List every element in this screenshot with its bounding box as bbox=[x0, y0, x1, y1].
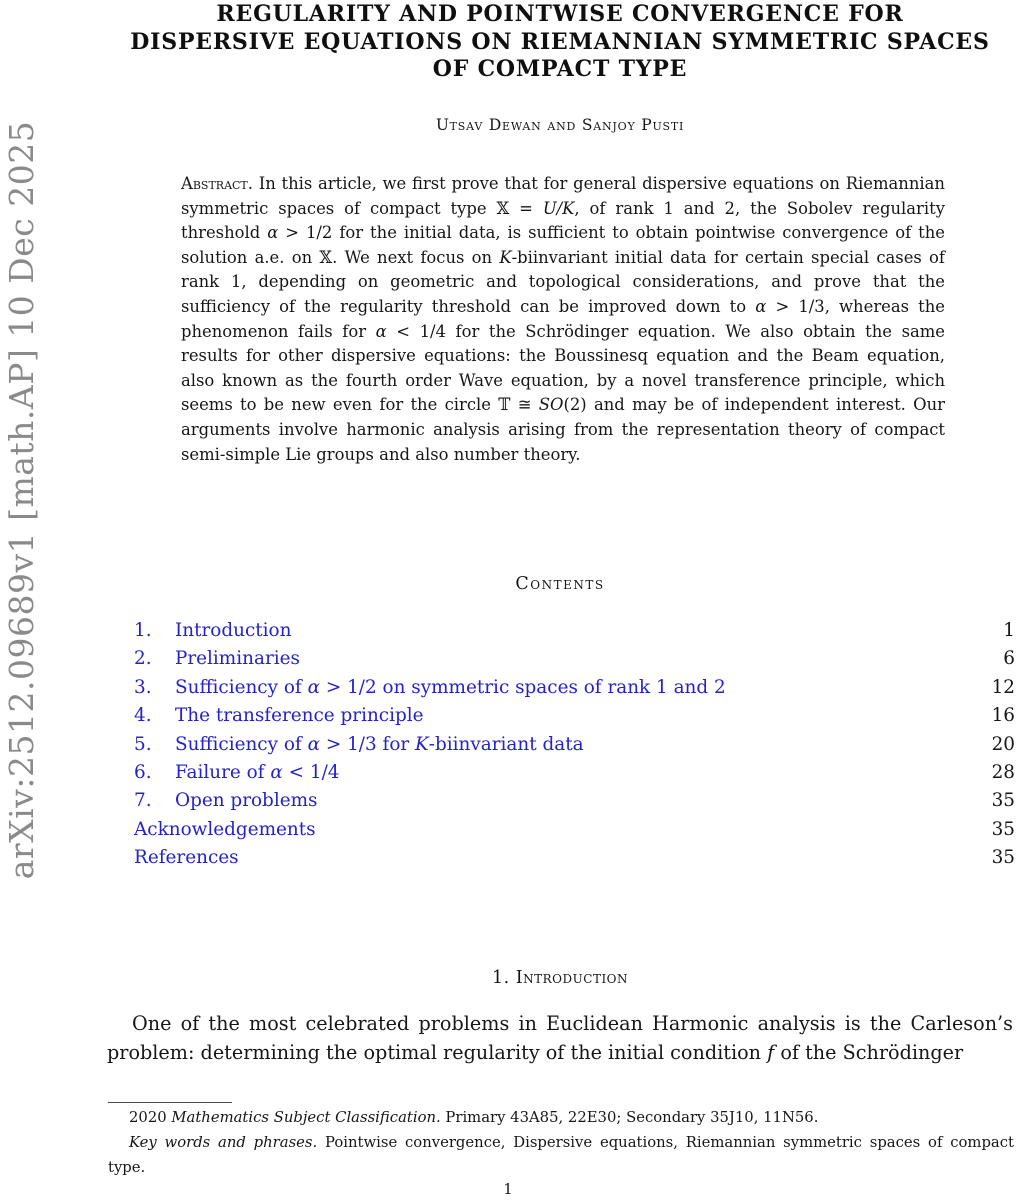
text-run: Preliminaries bbox=[175, 648, 300, 670]
text-run: 𝕋 ≅ bbox=[498, 395, 539, 415]
text-run: Pointwise convergence, Dispersive equations, Riemannian symmetric spaces of compact type. bbox=[108, 1133, 1014, 1176]
text-run: > 1/3, whereas the phenomenon fails for bbox=[181, 296, 945, 341]
arxiv-stamp-text: arXiv:2512.09689v1 [math.AP] 10 Dec 2025 bbox=[2, 120, 41, 880]
toc-link[interactable] bbox=[134, 645, 300, 673]
text-run: α bbox=[267, 223, 279, 243]
text-run: α bbox=[375, 321, 387, 341]
toc-entry bbox=[134, 731, 1015, 759]
toc-entry bbox=[134, 787, 1015, 815]
arxiv-stamp bbox=[0, 110, 44, 890]
title-line-3: OF COMPACT TYPE bbox=[432, 56, 688, 82]
text-run: Open problems bbox=[175, 790, 318, 812]
toc-entry-number: 3. bbox=[134, 676, 152, 698]
toc-entry-number: 7. bbox=[134, 790, 152, 812]
toc-entry-number: 4. bbox=[134, 705, 152, 727]
text-run: Primary 43A85, 22E30; Secondary 35J10, 11N56. bbox=[440, 1109, 819, 1126]
text-run: The transference principle bbox=[175, 705, 424, 727]
toc-link[interactable] bbox=[134, 787, 317, 815]
msc-footnote bbox=[108, 1106, 1014, 1131]
toc-page-number: 20 bbox=[991, 733, 1015, 755]
text-run: Key words and phrases. bbox=[129, 1133, 318, 1151]
text-run: Abstract. bbox=[181, 174, 253, 193]
toc-link[interactable] bbox=[134, 702, 424, 730]
paper-title bbox=[106, 1, 1014, 84]
title-line-2: DISPERSIVE EQUATIONS ON RIEMANNIAN SYMMETRIC SPACES bbox=[130, 28, 990, 55]
text-run: K bbox=[415, 733, 429, 755]
text-run: α bbox=[755, 296, 767, 316]
toc-entry bbox=[134, 844, 1015, 872]
toc-page-number: 1 bbox=[1003, 620, 1015, 641]
page-number: 1 bbox=[503, 1180, 513, 1198]
text-run: α bbox=[307, 733, 320, 755]
toc-page-number: 35 bbox=[991, 847, 1015, 869]
table-of-contents bbox=[134, 617, 1015, 873]
title-line-1: REGULARITY AND POINTWISE CONVERGENCE FOR bbox=[216, 1, 904, 27]
toc-entry bbox=[134, 702, 1015, 730]
toc-link[interactable] bbox=[134, 759, 339, 787]
section-heading-introduction bbox=[106, 968, 1014, 988]
text-run: < 1/4 bbox=[282, 762, 340, 784]
toc-entry bbox=[134, 674, 1015, 702]
text-run: -biinvariant initial data for certain special cases of rank 1, depending on geometric and topological considerations, and prove that the sufficiency of the regularity threshold can be improved down to bbox=[181, 247, 945, 316]
footnote-rule bbox=[108, 1102, 232, 1103]
toc-link[interactable] bbox=[134, 731, 584, 759]
text-run: Sufficiency of bbox=[175, 676, 308, 698]
text-run: Failure of bbox=[175, 762, 271, 784]
toc-page-number: 35 bbox=[991, 818, 1015, 840]
contents-heading: Contents bbox=[515, 574, 605, 594]
text-run: f bbox=[767, 1041, 775, 1064]
toc-entry-number: 2. bbox=[134, 648, 152, 670]
text-run: Acknowledgements bbox=[134, 818, 316, 840]
text-run: of the Schrödinger bbox=[774, 1041, 964, 1064]
toc-entry bbox=[134, 645, 1015, 673]
text-run: , of rank 1 and 2, the Sobolev regularity threshold bbox=[181, 198, 945, 243]
toc-page-number: 28 bbox=[991, 762, 1015, 784]
keywords-footnote bbox=[108, 1131, 1014, 1181]
toc-link[interactable] bbox=[134, 816, 316, 844]
text-run: Introduction bbox=[515, 968, 629, 988]
text-run: SO bbox=[538, 395, 564, 415]
text-run: K bbox=[499, 247, 512, 267]
text-run: . We next focus on bbox=[332, 247, 500, 267]
toc-link[interactable] bbox=[134, 844, 239, 872]
text-run: α bbox=[270, 762, 283, 784]
text-run: U/K bbox=[542, 198, 575, 218]
text-run: References bbox=[134, 847, 239, 869]
toc-page-number: 16 bbox=[991, 705, 1015, 727]
toc-page-number: 6 bbox=[1003, 648, 1015, 670]
text-run: Mathematics Subject Classification. bbox=[171, 1109, 441, 1126]
text-run: > 1/2 on symmetric spaces of rank 1 and 2 bbox=[319, 676, 726, 698]
text-run: 2020 bbox=[129, 1109, 172, 1126]
toc-entry-number: 5. bbox=[134, 733, 152, 755]
text-run: 𝕏 = bbox=[496, 198, 543, 218]
toc-link[interactable] bbox=[134, 617, 291, 645]
toc-entry-number: 6. bbox=[134, 762, 152, 784]
text-run: -biinvariant data bbox=[428, 733, 584, 755]
intro-paragraph bbox=[107, 1009, 1013, 1067]
text-run: In this article, we first prove that for general dispersive equations on Riemannian symmetric spaces of compact type bbox=[181, 174, 945, 218]
text-run: < 1/4 for the Schrödinger equation. We also obtain the same results for other dispersive equations: the Boussinesq equation and the Beam equation, also known as the fourth order Wave equation, by a novel transference principle, which seems to be new even for the circle bbox=[181, 321, 945, 415]
text-run: > 1/3 for bbox=[319, 733, 416, 755]
text-run: > 1/2 for the initial data, is sufficient to obtain pointwise convergence of the solution a.e. on bbox=[181, 223, 945, 267]
toc-page-number: 35 bbox=[991, 790, 1015, 812]
text-run: Sufficiency of bbox=[175, 733, 308, 755]
toc-entry bbox=[134, 617, 1015, 645]
text-run: Introduction bbox=[175, 620, 292, 641]
text-run: 1. bbox=[491, 968, 516, 988]
abstract-text bbox=[181, 172, 945, 467]
toc-entry bbox=[134, 759, 1015, 787]
text-run: One of the most celebrated problems in Euclidean Harmonic analysis is the Carleson’s problem: determining the optimal regularity of the initial condition bbox=[107, 1012, 1013, 1064]
footnotes bbox=[108, 1106, 1014, 1180]
toc-link[interactable] bbox=[134, 674, 726, 702]
text-run: α bbox=[307, 676, 320, 698]
toc-entry bbox=[134, 816, 1015, 844]
toc-entry-number: 1. bbox=[134, 620, 152, 641]
toc-page-number: 12 bbox=[991, 676, 1015, 698]
text-run: 𝕏 bbox=[319, 247, 333, 267]
paper-authors: Utsav Dewan and Sanjoy Pusti bbox=[435, 116, 685, 134]
text-run: (2) and may be of independent interest. Our arguments involve harmonic analysis arising from the representation theory of compact semi-simple Lie groups and also number theory. bbox=[181, 395, 945, 464]
